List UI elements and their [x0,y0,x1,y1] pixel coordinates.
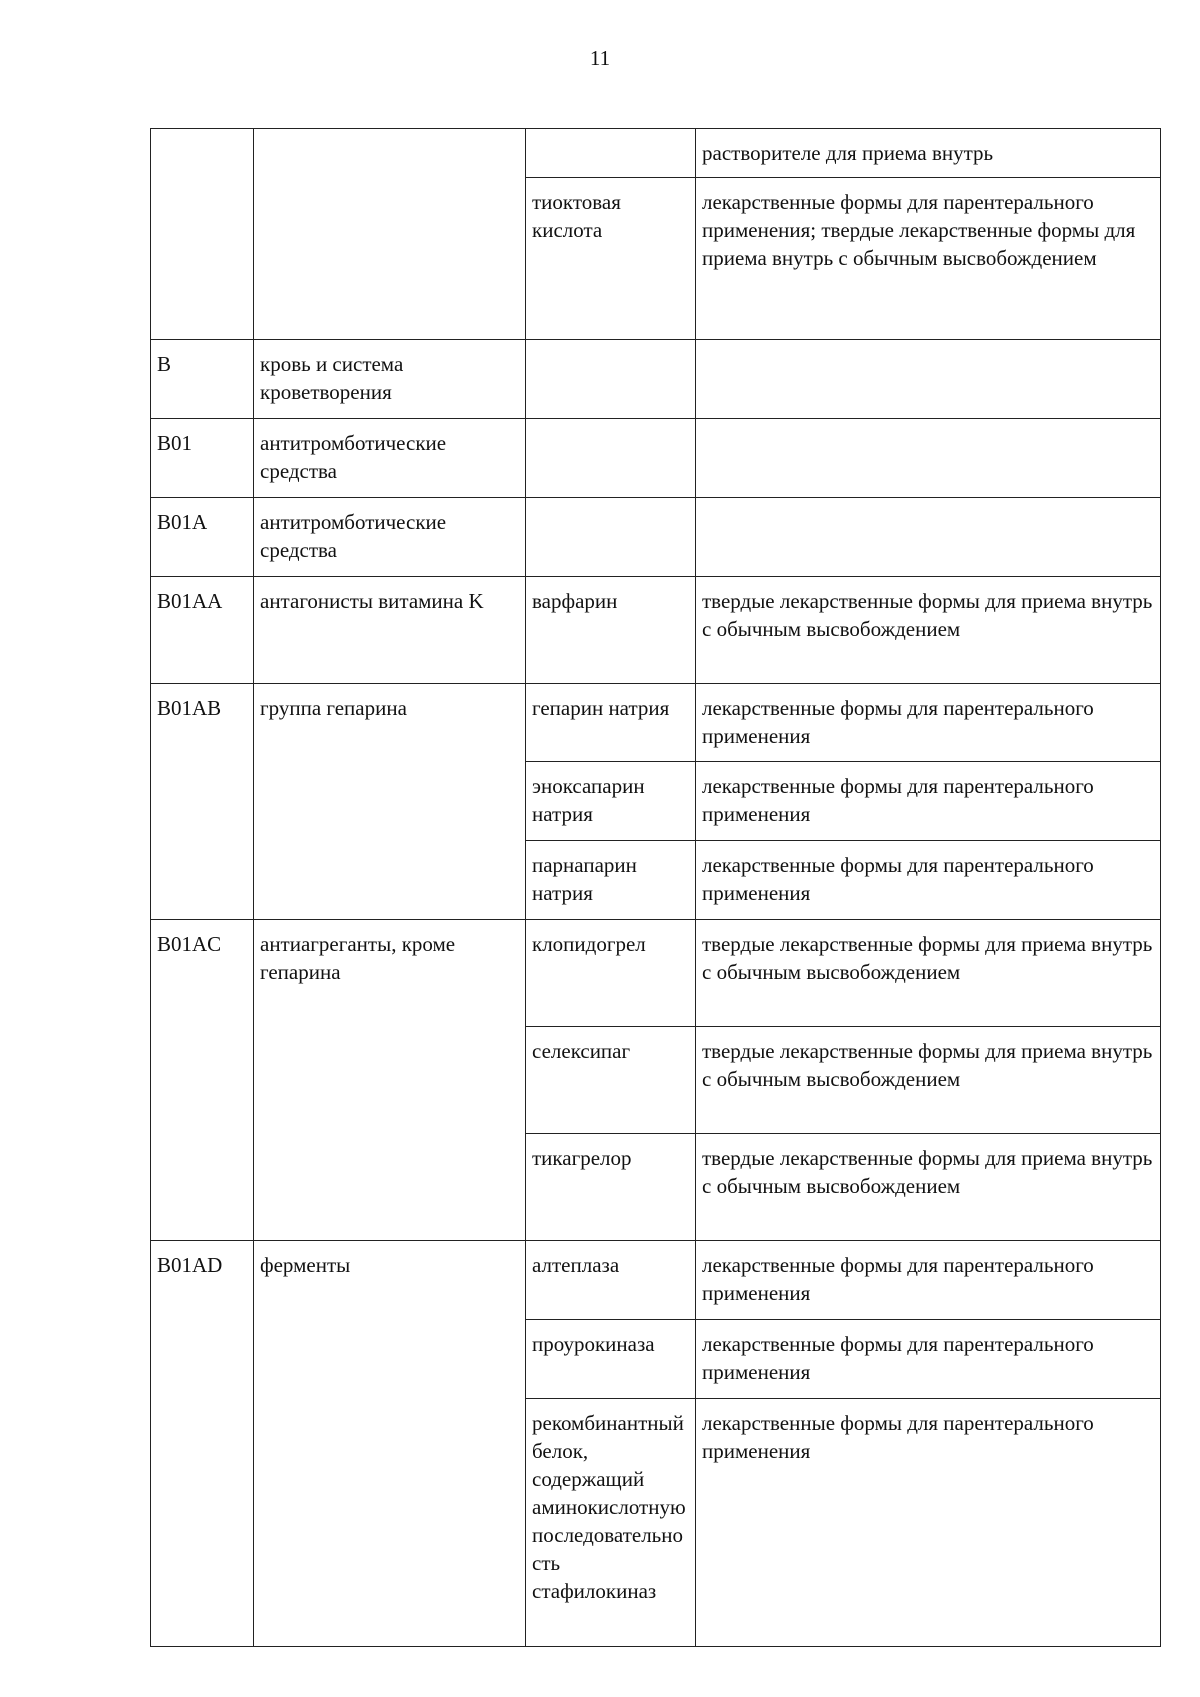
table-row [151,419,1161,498]
atc-group-cell: кровь и система кроветворения [254,340,526,419]
dosage-form-cell [696,340,1161,419]
dosage-form-cell: твердые лекарственные формы для приема внутрь с обычным высвобождением [696,577,1161,684]
table-row [151,498,1161,577]
inn-cell: тикагрелор [526,1134,696,1241]
inn-cell [526,340,696,419]
dosage-form-cell: лекарственные формы для парентерального применения [696,684,1161,762]
atc-code-cell: B01 [151,419,254,498]
table-row [151,577,1161,684]
drug-classification-table [150,128,1161,1647]
inn-cell: гепарин натрия [526,684,696,762]
atc-code-cell: B01AC [151,920,254,1241]
dosage-form-cell: растворителе для приема внутрь [696,129,1161,178]
inn-cell: клопидогрел [526,920,696,1027]
inn-cell: варфарин [526,577,696,684]
dosage-form-cell: лекарственные формы для парентерального применения; твердые лекарственные формы для приема внутрь с обычным высвобождением [696,178,1161,340]
inn-cell [526,419,696,498]
atc-code-cell: B01AB [151,684,254,920]
dosage-form-cell: лекарственные формы для парентерального применения [696,762,1161,841]
atc-group-cell: ферменты [254,1241,526,1647]
table-row [151,684,1161,762]
page-number: 11 [589,46,611,70]
atc-group-cell: группа гепарина [254,684,526,920]
inn-cell [526,129,696,178]
atc-code-cell: B01AD [151,1241,254,1647]
dosage-form-cell: твердые лекарственные формы для приема внутрь с обычным высвобождением [696,1027,1161,1134]
atc-group-cell [254,129,526,340]
dosage-form-cell [696,498,1161,577]
dosage-form-cell: лекарственные формы для парентерального применения [696,1399,1161,1647]
inn-cell: селексипаг [526,1027,696,1134]
inn-cell: рекомбинантный белок, содержащий аминокислотную последовательность стафилокиназ [526,1399,696,1647]
dosage-form-cell [696,419,1161,498]
dosage-form-cell: лекарственные формы для парентерального применения [696,1241,1161,1320]
atc-code-cell [151,129,254,340]
dosage-form-cell: лекарственные формы для парентерального применения [696,841,1161,920]
atc-group-cell: антиагреганты, кроме гепарина [254,920,526,1241]
inn-cell [526,498,696,577]
atc-group-cell: антитромботические средства [254,498,526,577]
table-row [151,1241,1161,1320]
inn-cell: проурокиназа [526,1320,696,1399]
inn-cell: парнапарин натрия [526,841,696,920]
atc-code-cell: B01AA [151,577,254,684]
table-row [151,129,1161,178]
dosage-form-cell: лекарственные формы для парентерального применения [696,1320,1161,1399]
atc-group-cell: антитромботические средства [254,419,526,498]
atc-group-cell: антагонисты витамина K [254,577,526,684]
inn-cell: тиоктовая кислота [526,178,696,340]
dosage-form-cell: твердые лекарственные формы для приема внутрь с обычным высвобождением [696,920,1161,1027]
inn-cell: эноксапарин натрия [526,762,696,841]
table-row [151,920,1161,1027]
table-row [151,340,1161,419]
dosage-form-cell: твердые лекарственные формы для приема внутрь с обычным высвобождением [696,1134,1161,1241]
inn-cell: алтеплаза [526,1241,696,1320]
atc-code-cell: B [151,340,254,419]
atc-code-cell: B01A [151,498,254,577]
